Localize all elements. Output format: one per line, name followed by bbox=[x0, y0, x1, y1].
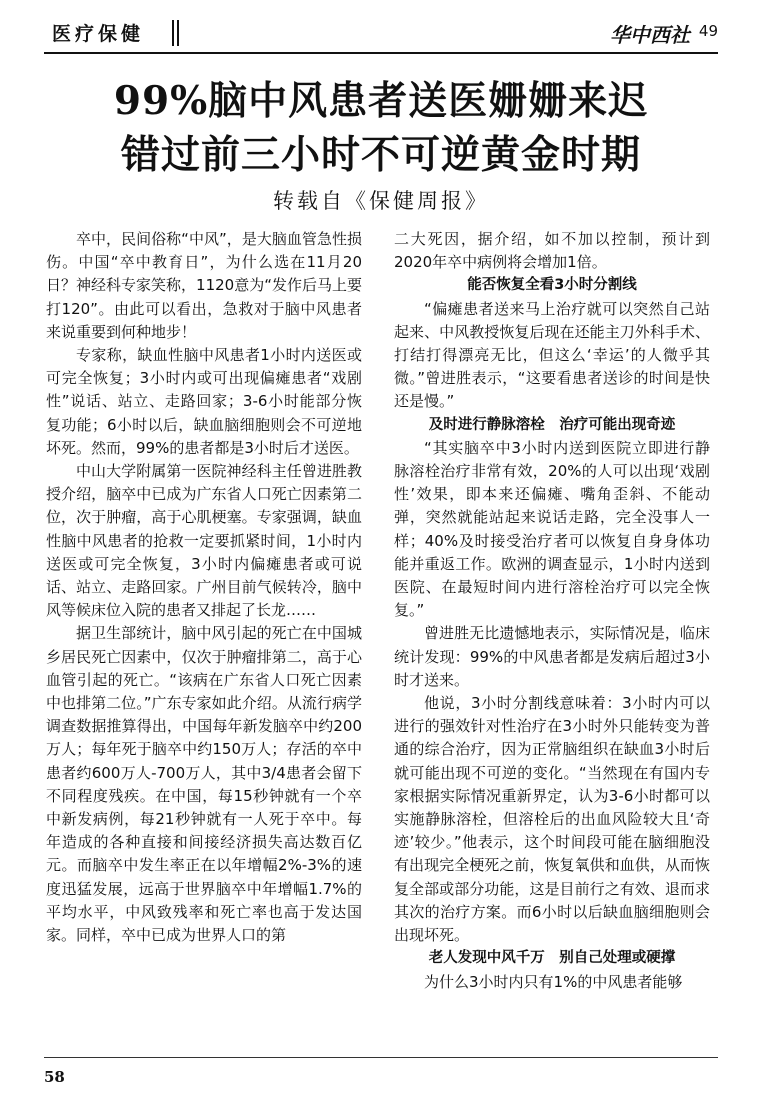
right-column bbox=[394, 228, 710, 994]
page-number: 58 bbox=[44, 1068, 65, 1086]
headline-line-1: 99%脑中风患者送医姗姗来迟 bbox=[113, 78, 649, 124]
subheading: 老人发现中风千万 别自己处理或硬撑 bbox=[428, 950, 676, 967]
header-page-number: 49 bbox=[698, 22, 718, 40]
paragraph: 卒中，民间俗称“中风”，是大脑血管急性损伤。中国“卒中教育日”，为什么选在11月20日？神经科专家笑称，1120意为“发作后马上要打120”。由此可以看出，急救对于脑中风患者来说重要到何种地步！ bbox=[46, 230, 362, 341]
paragraph: 中山大学附属第一医院神经科主任曾进胜教授介绍，脑卒中已成为广东省人口死亡因素第二位，次于肿瘤，高于心肌梗塞。专家强调，缺血性脑中风患者的抢救一定要抓紧时间，1小时内送医或可完全恢复，3小时内偏瘫患者或可说话、站立、走路回家。广州目前气候转冷，脑中风等候床位入院的患者又排起了长龙…… bbox=[46, 462, 362, 620]
subheading: 及时进行静脉溶栓 治疗可能出现奇迹 bbox=[428, 416, 676, 433]
subheading: 能否恢复全看3小时分割线 bbox=[467, 277, 637, 294]
section-tag: 医疗保健 bbox=[52, 22, 145, 45]
paragraph: “其实脑卒中3小时内送到医院立即进行静脉溶栓治疗非常有效，20%的人可以出现‘戏剧性’效果，即本来还偏瘫、嘴角歪斜、不能动弹，突然就能站起来说话走路，完全没事人一样；40%及时接受治疗者可以恢复自身身体功能并重返工作。欧洲的调查显示，1小时内送到医院、在最短时间内进行溶栓治疗可以完全恢复。” bbox=[394, 438, 710, 620]
magazine-brand: 华中西社 bbox=[610, 23, 690, 47]
paragraph: “偏瘫患者送来马上治疗就可以突然自己站起来、中风教授恢复后现在还能主刀外科手术、打结打得漂亮无比，但这么‘幸运’的人微乎其微。”曾进胜表示，“这要看患者送诊的时间是快还是慢。” bbox=[394, 299, 710, 411]
paragraph: 他说，3小时分割线意味着：3小时内可以进行的强效针对性治疗在3小时外只能转变为普通的综合治疗，因为正常脑组织在缺血3小时后就可能出现不可逆的变化。“当然现在有国内专家根据实际情况重新界定，认为3-6小时都可以实施静脉溶栓，但溶栓后的出血风险较大且‘奇迹’较少。”他表示，这个时间段可能在脑细胞没有出现完全梗死之前，恢复氧供和血供，从而恢复全部或部分功能，这是目前行之有效、退而求其次的治疗方案。而6小时以后缺血脑细胞则会出现坏死。 bbox=[394, 694, 710, 945]
headline-line-2: 错过前三小时不可逆黄金时期 bbox=[120, 132, 641, 178]
paragraph: 专家称，缺血性脑中风患者1小时内送医或可完全恢复；3小时内或可出现偏瘫患者“戏剧性”说话、站立、走路回家；3-6小时能部分恢复功能；6小时以后，缺血脑细胞则会不可逆地坏死。然而，99%的患者都是3小时后才送医。 bbox=[46, 346, 362, 457]
page-header bbox=[44, 14, 718, 50]
paragraph: 曾进胜无比遗憾地表示，实际情况是，临床统计发现：99%的中风患者都是发病后超过3小时才送来。 bbox=[394, 624, 710, 689]
paragraph: 为什么3小时内只有1%的中风患者能够 bbox=[424, 972, 683, 991]
header-rule bbox=[44, 52, 718, 54]
article-source: 转载自《保健周报》 bbox=[273, 189, 489, 213]
section-tag-bars bbox=[172, 20, 181, 46]
paragraph-continued: 二大死因，据介绍，如不加以控制，预计到2020年卒中病例将会增加1倍。 bbox=[394, 230, 710, 272]
paragraph: 据卫生部统计，脑中风引起的死亡在中国城乡居民死亡因素中，仅次于肿瘤排第二，高于心血管引起的死亡。“该病在广东省人口死亡因素中也排第二位。”广东专家如此介绍。从流行病学调查数据推算得出，中国每年新发脑卒中约200万人；每年死于脑卒中约150万人；存活的卒中患者约600万人-700万人，其中3/4患者会留下不同程度残疾。在中国，每15秒钟就有一个卒中新发病例，每21秒钟就有一人死于卒中。每年造成的各种直接和间接经济损失高达数百亿元。而脑卒中发生率正在以年增幅2%-3%的速度迅猛发展，远高于世界脑卒中年增幅1.7%的平均水平，中风致残率和死亡率也高于发达国家。同样，卒中已成为世界人口的第 bbox=[46, 624, 362, 945]
footer-rule bbox=[44, 1057, 718, 1058]
left-column bbox=[46, 228, 362, 947]
